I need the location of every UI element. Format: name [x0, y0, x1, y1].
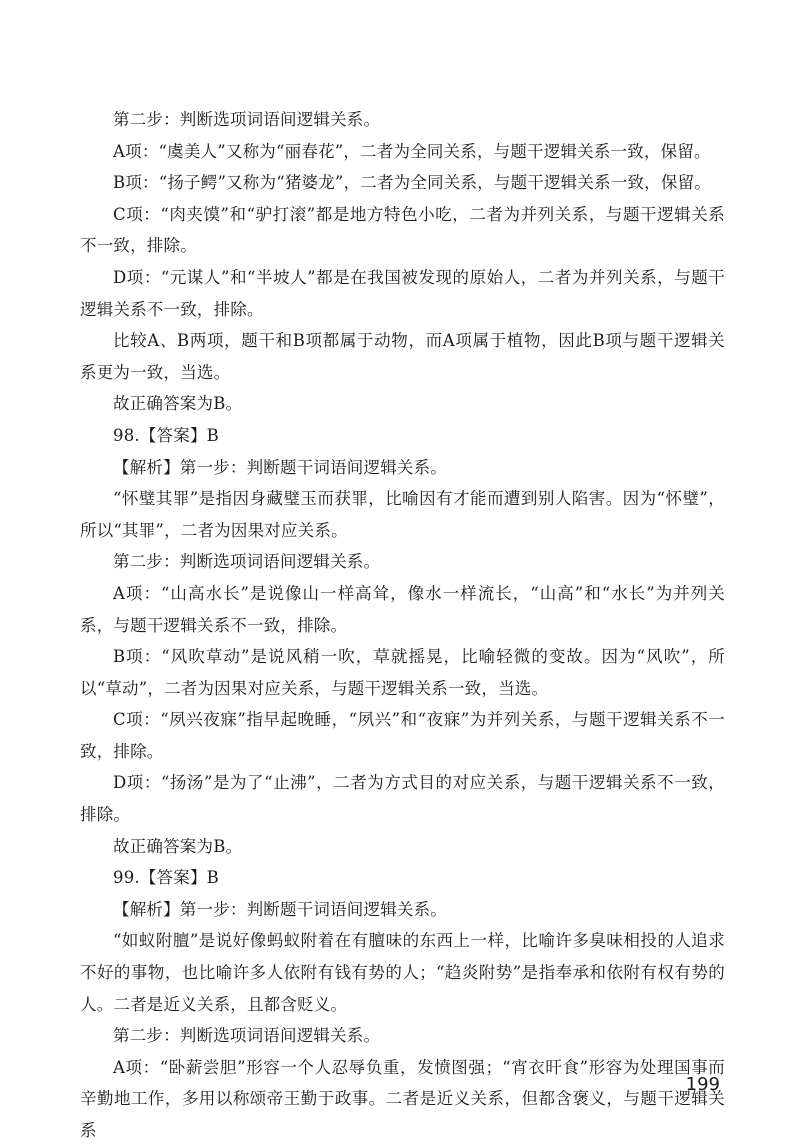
analysis-heading: 【解析】第一步：判断题干词语间逻辑关系。 — [113, 457, 447, 477]
paragraph: C项：“肉夹馍”和“驴打滚”都是地方特色小吃，二者为并列关系，与题干逻辑关系不一致，排除。 — [80, 204, 725, 256]
answer-heading: 98.【答案】B — [113, 425, 219, 445]
page-number: 199 — [685, 1074, 720, 1095]
body-text — [80, 104, 725, 1147]
paragraph: B项：“扬子鳄”又称为“猪婆龙”，二者为全同关系，与题干逻辑关系一致，保留。 — [113, 173, 711, 193]
paragraph: B项：“风吹草动”是说风稍一吹，草就摇晃，比喻轻微的变故。因为“风吹”，所以“草动”，二者为因果对应关系，与题干逻辑关系一致，当选。 — [80, 647, 725, 698]
paragraph: 第二步：判断选项词语间逻辑关系。 — [113, 552, 381, 572]
paragraph: 第二步：判断选项词语间逻辑关系。 — [113, 110, 381, 129]
analysis-heading: 【解析】第一步：判断题干词语间逻辑关系。 — [113, 899, 447, 919]
paragraph: 故正确答案为B。 — [113, 394, 243, 414]
paragraph: 第二步：判断选项词语间逻辑关系。 — [113, 1026, 381, 1046]
paragraph: 故正确答案为B。 — [113, 836, 243, 856]
paragraph: A项：“山高水长”是说像山一样高耸，像水一样流长，“山高”和“水长”为并列关系，与题干逻辑关系不一致，排除。 — [80, 583, 725, 635]
paragraph: A项：“虞美人”又称为“丽春花”，二者为全同关系，与题干逻辑关系一致，保留。 — [113, 141, 711, 161]
paragraph: 比较A、B两项，题干和B项都属于动物，而A项属于植物，因此B项与题干逻辑关系更为一致，当选。 — [80, 331, 725, 382]
paragraph: D项：“扬汤”是为了“止沸”，二者为方式目的对应关系，与题干逻辑关系不一致，排除。 — [80, 773, 725, 825]
paragraph: “如蚁附膻”是说好像蚂蚁附着在有膻味的东西上一样，比喻许多臭味相投的人追求不好的事物，也比喻许多人依附有钱有势的人；“趋炎附势”是指奉承和依附有权有势的人。二者是近义关系，且都含贬义。 — [80, 931, 725, 1014]
paragraph: “怀璧其罪”是指因身藏璧玉而获罪，比喻因有才能而遭到别人陷害。因为“怀璧”，所以“其罪”，二者为因果对应关系。 — [80, 489, 725, 540]
answer-heading: 99.【答案】B — [113, 868, 219, 888]
paragraph: D项：“元谋人”和“半坡人”都是在我国被发现的原始人，二者为并列关系，与题干逻辑关系不一致，排除。 — [80, 267, 725, 319]
paragraph: C项：“夙兴夜寐”指早起晚睡，“夙兴”和“夜寐”为并列关系，与题干逻辑关系不一致，排除。 — [80, 710, 725, 761]
paragraph: A项：“卧薪尝胆”形容一个人忍辱负重，发愤图强；“宵衣旰食”形容为处理国事而辛勤地工作，多用以称颂帝王勤于政事。二者是近义关系，但都含褒义，与题干逻辑关系 — [80, 1057, 725, 1140]
